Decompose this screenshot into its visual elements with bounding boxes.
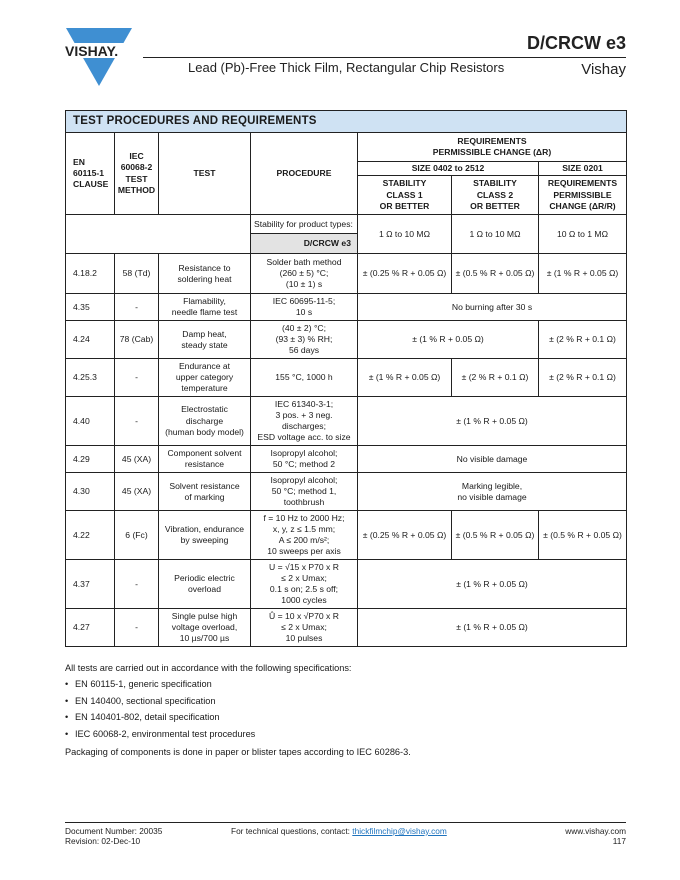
row-class-1: ± (1 % R + 0.05 Ω) [358, 359, 452, 397]
row-iec-method: - [115, 609, 159, 647]
header-size-0402-2512: SIZE 0402 to 2512 [358, 162, 539, 176]
table-row [66, 294, 627, 321]
table-row [66, 397, 627, 446]
specification-list [65, 679, 411, 739]
row-class-1-2: ± (1 % R + 0.05 Ω) [358, 321, 539, 359]
list-item: • EN 140400, sectional specification [65, 696, 411, 706]
row-class-2: ± (2 % R + 0.1 Ω) [452, 359, 539, 397]
table-row [66, 609, 627, 647]
row-class-1: ± (0.25 % R + 0.05 Ω) [358, 511, 452, 560]
row-clause: 4.30 [66, 473, 115, 511]
document-code: D/CRCW e3 [526, 33, 626, 53]
row-procedure: Isopropyl alcohol; 50 °C; method 2 [251, 446, 358, 473]
row-test: Component solvent resistance [159, 446, 251, 473]
row-test: Solvent resistance of marking [159, 473, 251, 511]
header-row-1 [66, 133, 627, 162]
row-class-2: ± (0.5 % R + 0.05 Ω) [452, 254, 539, 294]
vishay-logo [64, 26, 134, 88]
row-procedure: Û = 10 x √P70 x R ≤ 2 x Umax; 10 pulses [251, 609, 358, 647]
row-requirement: ± (1 % R + 0.05 Ω) [358, 397, 627, 446]
test-procedures-table [65, 110, 627, 647]
row-requirement: ± (1 % R + 0.05 Ω) [358, 609, 627, 647]
brand-name: Vishay [581, 61, 626, 78]
specification-notes [65, 663, 411, 763]
row-procedure: IEC 61340-3-1; 3 pos. + 3 neg. discharges; ESD voltage acc. to size [251, 397, 358, 446]
row-test: Vibration, endurance by sweeping [159, 511, 251, 560]
row-iec-method: 45 (XA) [115, 446, 159, 473]
footer-rule [65, 822, 626, 823]
row-0201: ± (2 % R + 0.1 Ω) [539, 359, 627, 397]
footer-document-info [65, 826, 162, 847]
row-iec-method: 58 (Td) [115, 254, 159, 294]
row-iec-method: - [115, 560, 159, 609]
header-procedure: PROCEDURE [251, 133, 358, 215]
vishay-triangle-icon [64, 26, 134, 88]
range-0201: 10 Ω to 1 MΩ [539, 215, 627, 254]
list-item: • EN 140401-802, detail specification [65, 712, 411, 722]
row-iec-method: - [115, 359, 159, 397]
row-test: Electrostatic discharge (human body model) [159, 397, 251, 446]
list-item: • IEC 60068-2, environmental test procedures [65, 729, 411, 739]
row-requirement: No visible damage [358, 446, 627, 473]
table-title-row [66, 111, 627, 133]
row-procedure: 155 °C, 1000 h [251, 359, 358, 397]
row-clause: 4.27 [66, 609, 115, 647]
table-row [66, 473, 627, 511]
row-procedure: U = √15 x P70 x R ≤ 2 x Umax; 0.1 s on; 2.5 s off; 1000 cycles [251, 560, 358, 609]
row-requirement: No burning after 30 s [358, 294, 627, 321]
row-test: Resistance to soldering heat [159, 254, 251, 294]
product-type: D/CRCW e3 [251, 234, 358, 254]
row-test: Endurance at upper category temperature [159, 359, 251, 397]
header-iec-method: IEC 60068-2 TEST METHOD [115, 133, 159, 215]
footer-site-info [565, 826, 626, 847]
range-class-2: 1 Ω to 10 MΩ [452, 215, 539, 254]
row-iec-method: 45 (XA) [115, 473, 159, 511]
row-class-1: ± (0.25 % R + 0.05 Ω) [358, 254, 452, 294]
stability-label: Stability for product types: [251, 215, 358, 234]
row-iec-method: - [115, 294, 159, 321]
table-row [66, 511, 627, 560]
row-test: Periodic electric overload [159, 560, 251, 609]
row-clause: 4.35 [66, 294, 115, 321]
row-clause: 4.22 [66, 511, 115, 560]
row-0201: ± (2 % R + 0.1 Ω) [539, 321, 627, 359]
header-0201-requirements: REQUIREMENTS PERMISSIBLE CHANGE (ΔR/R) [539, 176, 627, 215]
row-iec-method: 78 (Cab) [115, 321, 159, 359]
row-clause: 4.29 [66, 446, 115, 473]
page-number: 117 [612, 836, 626, 847]
table-title: TEST PROCEDURES AND REQUIREMENTS [66, 111, 627, 133]
footer-contact [231, 826, 447, 836]
row-0201: ± (0.5 % R + 0.05 Ω) [539, 511, 627, 560]
row-procedure: (40 ± 2) °C; (93 ± 3) % RH; 56 days [251, 321, 358, 359]
header-test: TEST [159, 133, 251, 215]
notes-intro: All tests are carried out in accordance with the following specifications: [65, 663, 352, 673]
header-class-1: STABILITY CLASS 1 OR BETTER [358, 176, 452, 215]
header-clause: EN 60115-1 CLAUSE [66, 133, 115, 215]
row-0201: ± (1 % R + 0.05 Ω) [539, 254, 627, 294]
row-test: Single pulse high voltage overload, 10 µs/700 µs [159, 609, 251, 647]
table-row [66, 446, 627, 473]
row-procedure: Isopropyl alcohol; 50 °C; method 1, toothbrush [251, 473, 358, 511]
table-row [66, 254, 627, 294]
contact-email-link[interactable]: thickfilmchip@vishay.com [352, 826, 447, 836]
row-iec-method: 6 (Fc) [115, 511, 159, 560]
row-procedure: Solder bath method (260 ± 5) °C; (10 ± 1) s [251, 254, 358, 294]
document-subtitle: Lead (Pb)-Free Thick Film, Rectangular Chip Resistors [188, 60, 505, 75]
header-requirements: REQUIREMENTS PERMISSIBLE CHANGE (ΔR) [358, 133, 627, 162]
stability-blank [66, 215, 251, 254]
website: www.vishay.com [565, 826, 626, 836]
range-class-1: 1 Ω to 10 MΩ [358, 215, 452, 254]
row-class-2: ± (0.5 % R + 0.05 Ω) [452, 511, 539, 560]
row-requirement: Marking legible, no visible damage [358, 473, 627, 511]
svg-text:VISHAY.: VISHAY. [65, 43, 119, 59]
document-number: Document Number: 20035 [65, 826, 163, 836]
stability-row-1 [66, 215, 627, 234]
row-test: Flamability, needle flame test [159, 294, 251, 321]
contact-label: For technical questions, contact: [231, 826, 353, 836]
header-size-0201: SIZE 0201 [539, 162, 627, 176]
list-item: • EN 60115-1, generic specification [65, 679, 411, 689]
header-class-2: STABILITY CLASS 2 OR BETTER [452, 176, 539, 215]
row-procedure: f = 10 Hz to 2000 Hz; x, y, z ≤ 1.5 mm; A ≤ 200 m/s²; 10 sweeps per axis [251, 511, 358, 560]
row-clause: 4.25.3 [66, 359, 115, 397]
row-clause: 4.18.2 [66, 254, 115, 294]
row-iec-method: - [115, 397, 159, 446]
row-clause: 4.40 [66, 397, 115, 446]
packaging-note: Packaging of components is done in paper or blister tapes according to IEC 60286-3. [65, 746, 411, 757]
table-row [66, 359, 627, 397]
row-test: Damp heat, steady state [159, 321, 251, 359]
header-rule [143, 57, 626, 58]
table-row [66, 321, 627, 359]
row-clause: 4.24 [66, 321, 115, 359]
row-requirement: ± (1 % R + 0.05 Ω) [358, 560, 627, 609]
row-procedure: IEC 60695-11-5; 10 s [251, 294, 358, 321]
row-clause: 4.37 [66, 560, 115, 609]
table-row [66, 560, 627, 609]
revision: Revision: 02-Dec-10 [65, 836, 141, 847]
